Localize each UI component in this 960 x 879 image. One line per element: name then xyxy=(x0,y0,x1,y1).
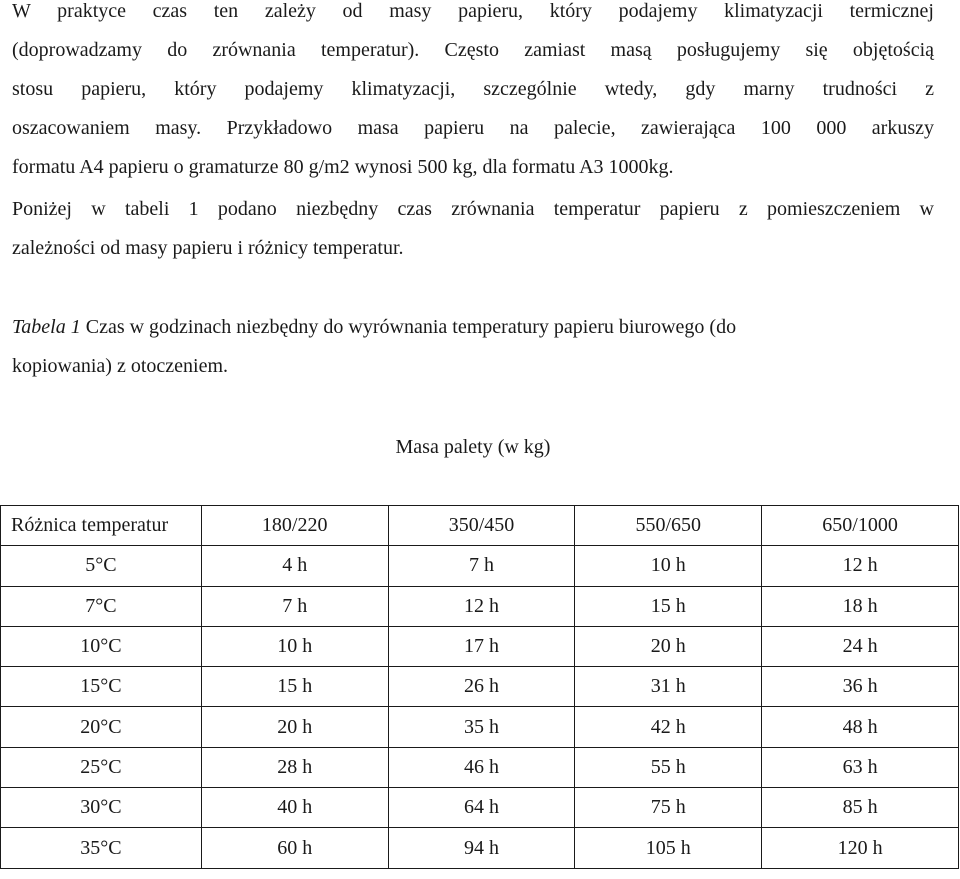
temperature-cell: 7°C xyxy=(1,586,202,626)
time-cell: 42 h xyxy=(575,707,762,747)
time-cell: 4 h xyxy=(201,546,388,586)
data-table xyxy=(0,505,959,869)
time-cell: 12 h xyxy=(762,546,959,586)
time-cell: 63 h xyxy=(762,747,959,787)
time-cell: 120 h xyxy=(762,828,959,868)
temperature-cell: 5°C xyxy=(1,546,202,586)
time-cell: 55 h xyxy=(575,747,762,787)
temperature-cell: 20°C xyxy=(1,707,202,747)
caption-text: Czas w godzinach niezbędny do wyrównania temperatury papieru biurowego (do xyxy=(80,316,737,338)
time-cell: 12 h xyxy=(388,586,575,626)
time-cell: 15 h xyxy=(201,667,388,707)
temperature-cell: 35°C xyxy=(1,828,202,868)
time-cell: 10 h xyxy=(201,626,388,666)
time-cell: 85 h xyxy=(762,788,959,828)
time-cell: 60 h xyxy=(201,828,388,868)
temperature-cell: 15°C xyxy=(1,667,202,707)
header-cell: 180/220 xyxy=(201,506,388,546)
header-cell: 550/650 xyxy=(575,506,762,546)
time-cell: 15 h xyxy=(575,586,762,626)
intro-line: formatu A4 papieru o gramaturze 80 g/m2 wynosi 500 kg, dla formatu A3 1000kg. xyxy=(12,156,674,178)
time-cell: 18 h xyxy=(762,586,959,626)
table-row xyxy=(1,828,959,868)
time-cell: 24 h xyxy=(762,626,959,666)
table-row xyxy=(1,546,959,586)
temperature-cell: 30°C xyxy=(1,788,202,828)
time-cell: 7 h xyxy=(201,586,388,626)
time-cell: 10 h xyxy=(575,546,762,586)
time-cell: 20 h xyxy=(201,707,388,747)
reference-line: zależności od masy papieru i różnicy temperatur. xyxy=(12,237,404,259)
time-cell: 28 h xyxy=(201,747,388,787)
table-row xyxy=(1,586,959,626)
temperature-cell: 25°C xyxy=(1,747,202,787)
intro-line: oszacowaniem masy. Przykładowo masa papieru na palecie, zawierająca 100 000 arkuszy xyxy=(12,117,934,139)
table-reference-paragraph xyxy=(12,190,934,268)
caption-label: Tabela 1 xyxy=(12,316,81,338)
table-caption xyxy=(12,308,934,386)
reference-line: Poniżej w tabeli 1 podano niezbędny czas zrównania temperatur papieru z pomieszczeniem w xyxy=(12,198,934,220)
caption-line: kopiowania) z otoczeniem. xyxy=(12,355,229,377)
time-cell: 7 h xyxy=(388,546,575,586)
table-row xyxy=(1,707,959,747)
time-cell: 105 h xyxy=(575,828,762,868)
time-cell: 48 h xyxy=(762,707,959,747)
time-cell: 40 h xyxy=(201,788,388,828)
time-cell: 46 h xyxy=(388,747,575,787)
time-cell: 35 h xyxy=(388,707,575,747)
time-cell: 31 h xyxy=(575,667,762,707)
intro-line: stosu papieru, który podajemy klimatyzacji, szczególnie wtedy, gdy marny trudności z xyxy=(12,78,934,100)
time-cell: 64 h xyxy=(388,788,575,828)
intro-line: (doprowadzamy do zrównania temperatur). Często zamiast masą posługujemy się objętością xyxy=(12,39,934,61)
intro-line: W praktyce czas ten zależy od masy papieru, który podajemy klimatyzacji termicznej xyxy=(12,0,934,22)
intro-paragraph xyxy=(12,0,934,187)
caption-line xyxy=(12,308,934,347)
table-header-row xyxy=(1,506,959,546)
time-cell: 36 h xyxy=(762,667,959,707)
time-cell: 75 h xyxy=(575,788,762,828)
header-cell: Różnica temperatur xyxy=(1,506,202,546)
table-row xyxy=(1,747,959,787)
table-row xyxy=(1,667,959,707)
table-row xyxy=(1,788,959,828)
time-cell: 17 h xyxy=(388,626,575,666)
time-cell: 20 h xyxy=(575,626,762,666)
table-group-title: Masa palety (w kg) xyxy=(395,436,551,458)
time-cell: 26 h xyxy=(388,667,575,707)
header-cell: 650/1000 xyxy=(762,506,959,546)
time-cell: 94 h xyxy=(388,828,575,868)
temperature-cell: 10°C xyxy=(1,626,202,666)
header-cell: 350/450 xyxy=(388,506,575,546)
table-row xyxy=(1,626,959,666)
